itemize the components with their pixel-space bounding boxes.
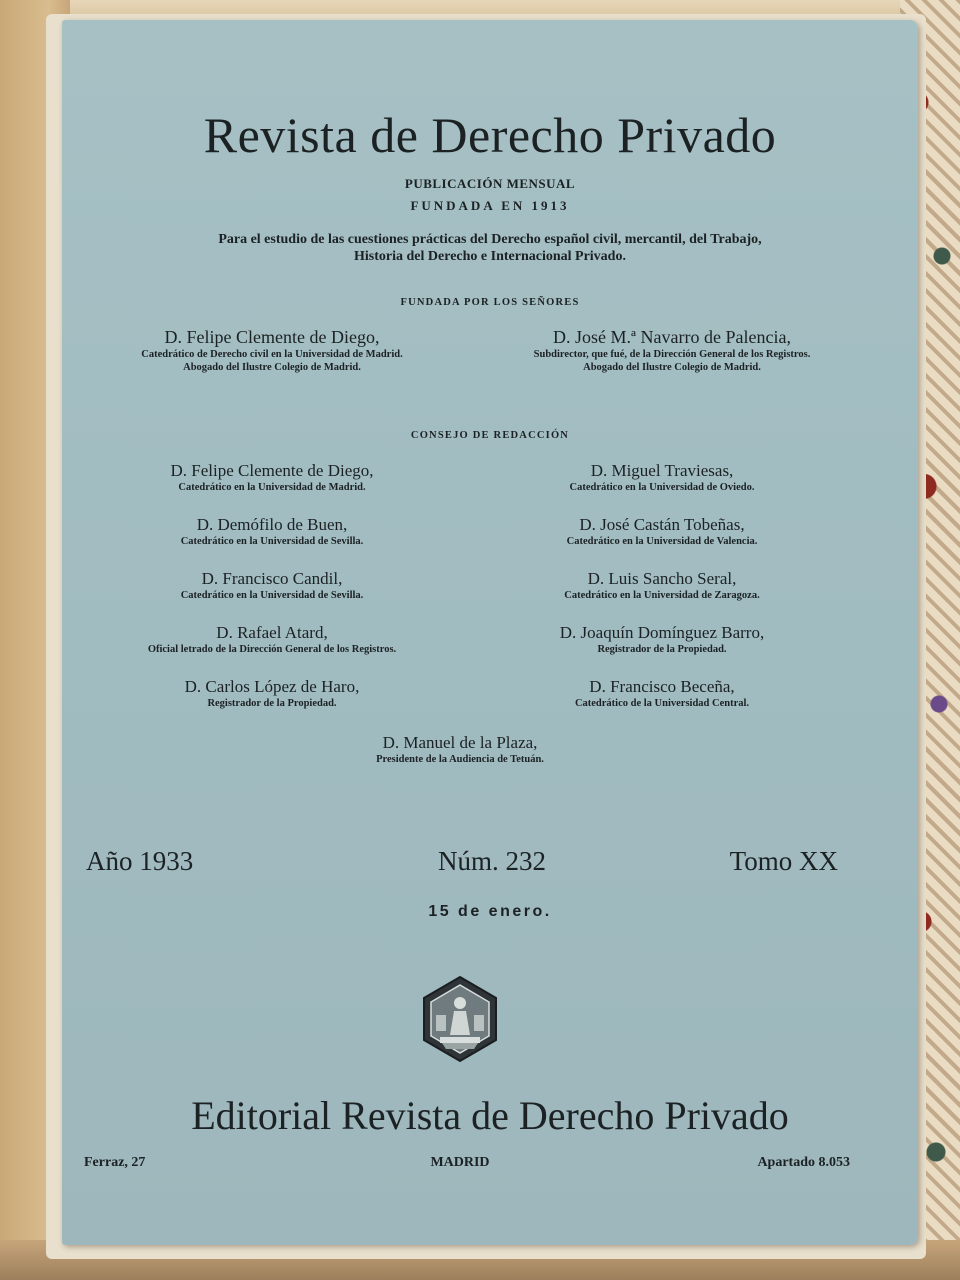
board-member: [310, 733, 610, 766]
member-role: Catedrático en la Universidad de Sevilla.: [180, 590, 364, 601]
board-member: [502, 461, 822, 494]
publisher-name: Editorial Revista de Derecho Privado: [191, 1093, 789, 1138]
board-member: [102, 515, 442, 548]
publisher-po-box: Apartado 8.053: [757, 1155, 850, 1170]
magazine-description: [62, 231, 918, 265]
publisher-city: MADRID: [430, 1155, 490, 1170]
member-name: D. Demófilo de Buen,: [196, 515, 348, 534]
founder-entry: [102, 327, 442, 374]
issue-volume: Tomo XX: [729, 846, 838, 876]
board-member: [102, 677, 442, 710]
founder-role: Catedrático de Derecho civil en la Universidad de Madrid.: [141, 349, 403, 360]
member-name: D. Manuel de la Plaza,: [382, 733, 538, 752]
member-role: Catedrático de la Universidad Central.: [574, 698, 750, 709]
member-role: Catedrático en la Universidad de Valencia.: [566, 536, 758, 547]
member-role: Catedrático en la Universidad de Oviedo.: [569, 482, 755, 493]
member-role: Presidente de la Audiencia de Tetuán.: [376, 754, 544, 765]
issue-date: 15 de enero.: [428, 903, 552, 920]
publisher-address: Ferraz, 27: [84, 1155, 146, 1170]
board-member: [502, 623, 822, 656]
board-heading: CONSEJO DE REDACCIÓN: [410, 430, 570, 441]
description-line: Historia del Derecho e Internacional Privado.: [354, 249, 626, 264]
magazine-title: Revista de Derecho Privado: [203, 107, 777, 163]
founding-year: FUNDADA EN 1913: [410, 198, 570, 213]
founder-role: Abogado del Ilustre Colegio de Madrid.: [183, 362, 361, 373]
issue-number: Núm. 232: [438, 846, 546, 876]
member-role: Oficial letrado de la Dirección General de los Registros.: [147, 644, 397, 655]
member-name: D. Carlos López de Haro,: [184, 677, 360, 696]
founders-heading: FUNDADA POR LOS SEÑORES: [400, 297, 580, 308]
member-name: D. Luis Sancho Seral,: [587, 569, 737, 588]
member-name: D. Francisco Beceña,: [589, 677, 735, 696]
publication-frequency: PUBLICACIÓN MENSUAL: [404, 176, 576, 191]
board-member: [502, 515, 822, 548]
member-name: D. Rafael Atard,: [216, 623, 328, 642]
publisher-seal-icon: [420, 975, 500, 1063]
board-member: [502, 569, 822, 602]
member-role: Catedrático en la Universidad de Sevilla.: [180, 536, 364, 547]
founder-name: D. José M.ª Navarro de Palencia,: [553, 327, 791, 347]
member-role: Registrador de la Propiedad.: [207, 698, 337, 709]
member-role: Catedrático en la Universidad de Zaragoza.: [564, 590, 760, 601]
member-name: D. Joaquín Domínguez Barro,: [559, 623, 765, 642]
board-member: [102, 623, 442, 656]
member-role: Catedrático en la Universidad de Madrid.: [178, 482, 366, 493]
member-name: D. Francisco Candil,: [201, 569, 343, 588]
member-role: Registrador de la Propiedad.: [597, 644, 727, 655]
description-line: Para el estudio de las cuestiones prácticas del Derecho español civil, mercantil, del Trabajo,: [218, 232, 762, 247]
board-member: [102, 461, 442, 494]
member-name: D. Miguel Traviesas,: [590, 461, 734, 480]
board-member: [502, 677, 822, 710]
founder-entry: [482, 327, 862, 374]
member-name: D. José Castán Tobeñas,: [579, 515, 745, 534]
founder-role: Abogado del Ilustre Colegio de Madrid.: [583, 362, 761, 373]
board-member: [102, 569, 442, 602]
founder-name: D. Felipe Clemente de Diego,: [164, 327, 380, 347]
founder-role: Subdirector, que fué, de la Dirección General de los Registros.: [533, 349, 811, 360]
magazine-cover: [62, 20, 918, 1245]
issue-year: Año 1933: [86, 846, 194, 876]
member-name: D. Felipe Clemente de Diego,: [170, 461, 374, 480]
